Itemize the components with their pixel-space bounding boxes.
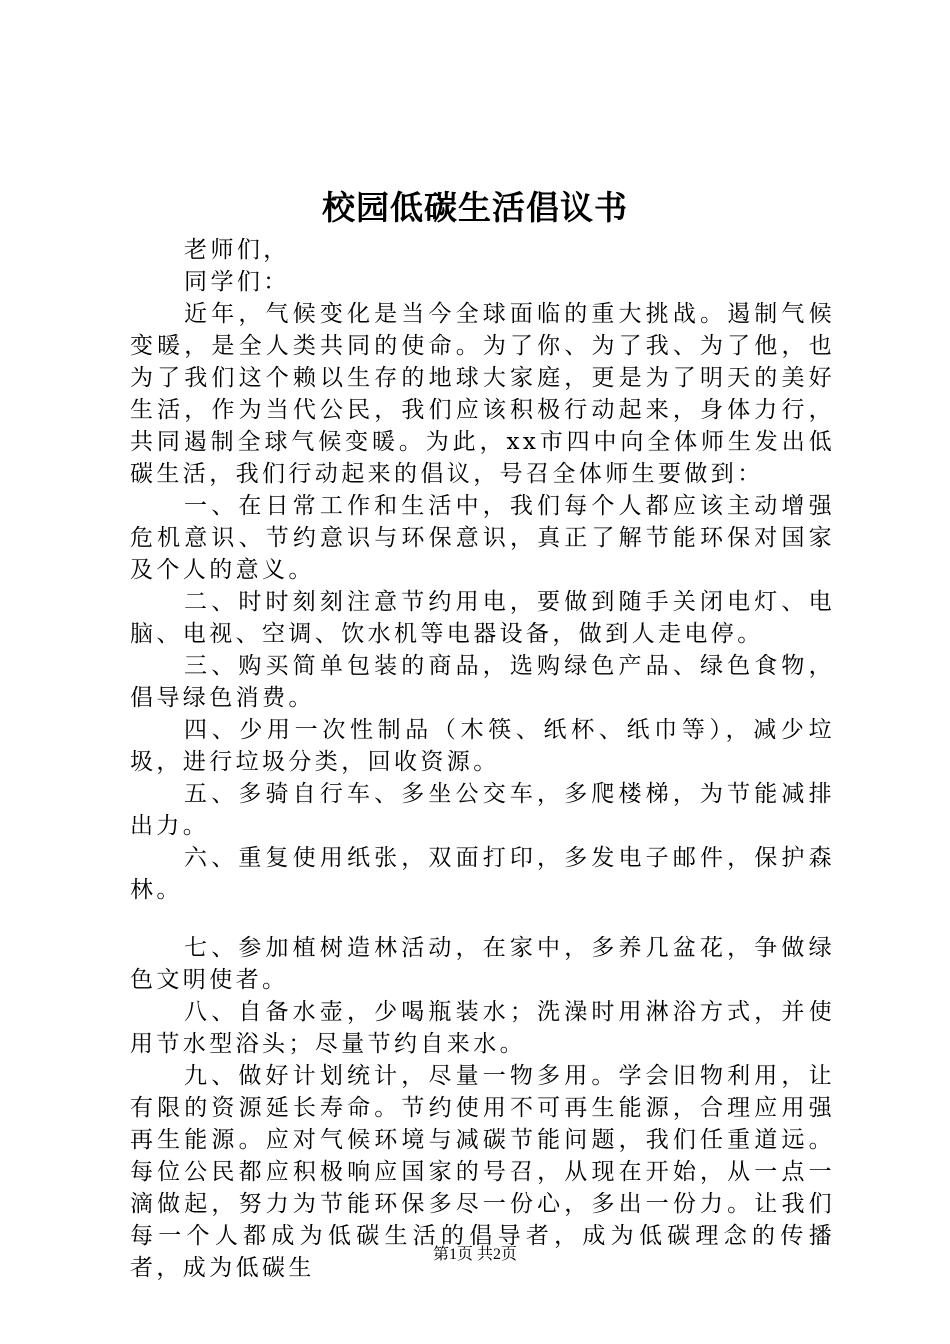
paragraph-item-2: 二、时时刻刻注意节约用电，要做到随手关闭电灯、电脑、电视、空调、饮水机等电器设备，做到人走电停。: [130, 589, 835, 647]
paragraph-item-8: 八、自备水壶，少喝瓶装水；洗澡时用淋浴方式，并使用节水型浴头；尽量节约自来水。: [130, 999, 835, 1057]
paragraph-item-9: 九、做好计划统计，尽量一物多用。学会旧物利用，让有限的资源延长寿命。节约使用不可再生能源，合理应用强再生能源。应对气候环境与减碳节能问题，我们任重道远。每位公民都应积极响应国家的号召，从现在开始，从一点一滴做起，努力为节能环保多尽一份心，多出一份力。让我们每一个人都成为低碳生活的倡导者，成为低碳理念的传播者，成为低碳生: [130, 1063, 835, 1281]
paragraph-item-7: 七、参加植树造林活动，在家中，多养几盆花，争做绿色文明使者。: [130, 935, 835, 993]
paragraph-item-1: 一、在日常工作和生活中，我们每个人都应该主动增强危机意识、节约意识与环保意识，真正了解节能环保对国家及个人的意义。: [130, 493, 835, 583]
paragraph-item-3: 三、购买简单包装的商品，选购绿色产品、绿色食物，倡导绿色消费。: [130, 653, 835, 711]
document-body: [130, 234, 835, 1284]
paragraph-item-5: 五、多骑自行车、多坐公交车，多爬楼梯，为节能减排出力。: [130, 781, 835, 839]
paragraph-item-4: 四、少用一次性制品（木筷、纸杯、纸巾等），减少垃圾，进行垃圾分类，回收资源。: [130, 717, 835, 775]
document-title: 校园低碳生活倡议书: [322, 188, 628, 227]
salutation-students: 同学们：: [184, 269, 290, 295]
paragraph-intro: 近年，气候变化是当今全球面临的重大挑战。遏制气候变暖，是全人类共同的使命。为了你、为了我、为了他，也为了我们这个赖以生存的地球大家庭，更是为了明天的美好生活，作为当代公民，我们应该积极行动起来，身体力行，共同遏制全球气候变暖。为此，xx市四中向全体师生发出低碳生活，我们行动起来的倡议，号召全体师生要做到：: [130, 301, 835, 487]
paragraph-item-6: 六、重复使用纸张，双面打印，多发电子邮件，保护森林。: [130, 845, 835, 903]
page-number-footer: 第1页 共2页: [432, 1246, 517, 1263]
salutation-teachers: 老师们，: [184, 237, 290, 263]
